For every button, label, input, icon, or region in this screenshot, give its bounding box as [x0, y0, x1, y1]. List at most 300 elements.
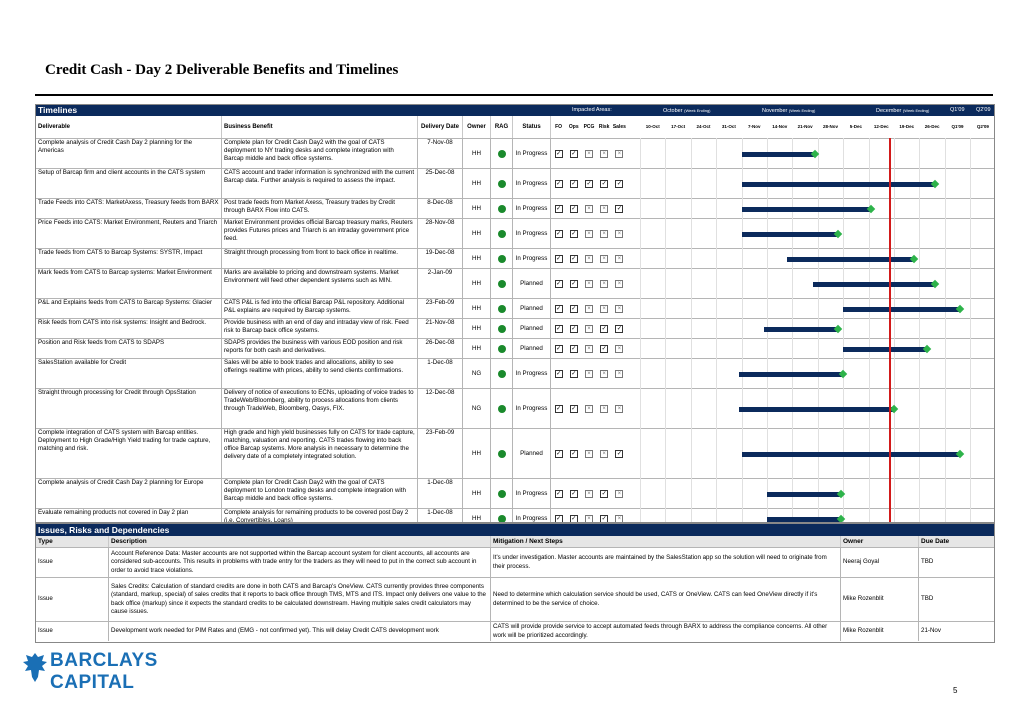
- issue-description-cell: Development work needed for PIM Rates and (EMG - not confirmed yet). This will delay Credit CATS development work: [109, 622, 491, 641]
- status-cell: In Progress: [513, 219, 551, 248]
- crossed-box-icon: ×: [585, 370, 593, 378]
- week-gridline: [665, 138, 666, 523]
- impact-cell: [597, 479, 612, 508]
- status-cell: Planned: [513, 339, 551, 358]
- gantt-bar: [742, 182, 935, 187]
- crossed-box-icon: ×: [615, 490, 623, 498]
- checked-box-icon: ✓: [601, 345, 607, 352]
- delivery-date-cell: 2-Jan-09: [418, 269, 463, 298]
- issue-type-cell: Issue: [36, 578, 109, 621]
- week-header: 31-Oct: [721, 124, 736, 129]
- col-type: Type: [36, 536, 109, 547]
- gantt-bar: [767, 492, 841, 497]
- checked-box-icon: ✓: [601, 490, 607, 497]
- week-header: Q1'09: [951, 124, 964, 129]
- impact-cell: [551, 269, 566, 298]
- col-issue-owner: Owner: [841, 536, 919, 547]
- checked-box-icon: ✓: [556, 305, 562, 312]
- deliverable-cell: Complete analysis of Credit Cash Day 2 planning for the Americas: [36, 139, 222, 168]
- checked-box-icon: ✓: [556, 325, 562, 332]
- checked-box-icon: ✓: [556, 405, 562, 412]
- status-cell: In Progress: [513, 389, 551, 428]
- impact-cell: [551, 139, 566, 168]
- delivery-date-cell: 19-Dec-08: [418, 249, 463, 268]
- delivery-date-cell: 1-Dec-08: [418, 479, 463, 508]
- issue-owner-cell: Neeraj Goyal: [841, 548, 919, 577]
- checked-box-icon: ✓: [556, 230, 562, 237]
- impact-cell: [551, 299, 566, 318]
- checked-box-icon: ✓: [571, 305, 577, 312]
- week-gridline: [742, 138, 743, 523]
- issue-mitigation-cell: CATS will provide provide service to accept automated feeds through BARX to address the compliance concerns. All other work will be prioritized accordingly.: [491, 622, 841, 641]
- owner-cell: HH: [463, 219, 491, 248]
- owner-cell: HH: [463, 139, 491, 168]
- rag-cell: [491, 219, 513, 248]
- impact-cell: [566, 249, 581, 268]
- week-header: 10-Oct: [645, 124, 660, 129]
- checked-box-icon: ✓: [571, 490, 577, 497]
- status-cell: In Progress: [513, 249, 551, 268]
- deliverable-cell: P&L and Explains feeds from CATS to Barcap Systems: Glacier: [36, 299, 222, 318]
- checked-box-icon: ✓: [556, 345, 562, 352]
- rag-cell: [491, 339, 513, 358]
- impact-cell: [566, 339, 581, 358]
- deliverable-cell: Complete analysis of Credit Cash Day 2 planning for Europe: [36, 479, 222, 508]
- owner-cell: HH: [463, 299, 491, 318]
- deliverable-cell: Trade Feeds into CATS: MarketAxess, Treasury feeds from BARX: [36, 199, 222, 218]
- eagle-icon: [22, 652, 48, 684]
- impact-cell: [566, 389, 581, 428]
- week-header: 26-Dec: [924, 124, 940, 129]
- checked-box-icon: ✓: [556, 280, 562, 287]
- rag-status-icon: [498, 230, 506, 238]
- issue-type-cell: Issue: [36, 548, 109, 577]
- rag-status-icon: [498, 205, 506, 213]
- impact-cell: [581, 139, 596, 168]
- checked-box-icon: ✓: [571, 205, 577, 212]
- delivery-date-cell: 1-Dec-08: [418, 509, 463, 523]
- checked-box-icon: ✓: [556, 205, 562, 212]
- week-header: 7-Nov: [748, 124, 761, 129]
- crossed-box-icon: ×: [585, 490, 593, 498]
- impact-cell: [551, 389, 566, 428]
- impact-cell: [581, 509, 596, 523]
- title-divider: [35, 94, 993, 96]
- gantt-bar: [767, 517, 841, 522]
- impact-cell: [597, 389, 612, 428]
- deliverable-cell: SalesStation available for Credit: [36, 359, 222, 388]
- today-marker: [889, 138, 891, 523]
- crossed-box-icon: ×: [600, 280, 608, 288]
- crossed-box-icon: ×: [585, 305, 593, 313]
- issues-section-title: Issues, Risks and Dependencies: [36, 524, 995, 536]
- impact-cell: [612, 389, 627, 428]
- impact-cell: [612, 299, 627, 318]
- col-rag: RAG: [491, 116, 513, 138]
- benefit-cell: High grade and high yield businesses fully on CATS for trade capture, matching, valuation and reporting. CATS trades flowing into back office Barcap systems. More analysis in necessary to determine the delivery date of a completely integrated solution.: [222, 429, 418, 478]
- impact-cell: [597, 319, 612, 338]
- rag-cell: [491, 319, 513, 338]
- benefit-cell: Delivery of notice of executions to ECNs, uploading of voice trades to TradeWeb/Bloomberg, ability to process allocations from clients through TradeWeb, Bloomberg, Oasys, FIX.: [222, 389, 418, 428]
- impact-cell: [566, 429, 581, 478]
- checked-box-icon: ✓: [556, 255, 562, 262]
- delivery-date-cell: 21-Nov-08: [418, 319, 463, 338]
- impact-cell: [566, 219, 581, 248]
- issue-type-cell: Issue: [36, 622, 109, 641]
- impact-cell: [566, 139, 581, 168]
- benefit-cell: Provide business with an end of day and intraday view of risk. Feed risk to Barcap back office systems.: [222, 319, 418, 338]
- crossed-box-icon: ×: [600, 450, 608, 458]
- gantt-bar: [843, 307, 960, 312]
- owner-cell: HH: [463, 249, 491, 268]
- deliverable-cell: Straight through processing for Credit through OpsStation: [36, 389, 222, 428]
- rag-cell: [491, 509, 513, 523]
- delivery-date-cell: 8-Dec-08: [418, 199, 463, 218]
- crossed-box-icon: ×: [585, 255, 593, 263]
- rag-cell: [491, 169, 513, 198]
- week-header: 14-Nov: [772, 124, 788, 129]
- status-cell: In Progress: [513, 139, 551, 168]
- impact-cell: [581, 429, 596, 478]
- gantt-bar: [787, 257, 914, 262]
- week-gridline: [894, 138, 895, 523]
- gantt-bar: [739, 372, 843, 377]
- area-header-ops: Ops: [568, 124, 579, 130]
- week-gridline: [945, 138, 946, 523]
- logo-line-1: BARCLAYS: [50, 650, 158, 671]
- benefit-cell: CATS P&L is fed into the official Barcap P&L repository. Additional P&L explains are required by Barcap systems.: [222, 299, 418, 318]
- month-october: October (Week Ending): [663, 108, 711, 114]
- checked-box-icon: ✓: [601, 325, 607, 332]
- checked-box-icon: ✓: [571, 280, 577, 287]
- month-december: December (Week Ending): [876, 108, 930, 114]
- rag-status-icon: [498, 180, 506, 188]
- checked-box-icon: ✓: [556, 450, 562, 457]
- impact-cell: [566, 169, 581, 198]
- week-gridline: [716, 138, 717, 523]
- deliverable-cell: Risk feeds from CATS into risk systems: Insight and Bedrock.: [36, 319, 222, 338]
- crossed-box-icon: ×: [615, 515, 623, 523]
- owner-cell: HH: [463, 339, 491, 358]
- issues-table: [35, 523, 995, 643]
- impact-cell: [597, 359, 612, 388]
- month-november: November (Week Ending): [762, 108, 816, 114]
- impact-cell: [551, 359, 566, 388]
- area-header-pcg: PCG: [583, 124, 595, 130]
- crossed-box-icon: ×: [600, 150, 608, 158]
- crossed-box-icon: ×: [615, 255, 623, 263]
- delivery-date-cell: 7-Nov-08: [418, 139, 463, 168]
- impact-cell: [551, 339, 566, 358]
- rag-status-icon: [498, 515, 506, 523]
- owner-cell: HH: [463, 199, 491, 218]
- gantt-chart: [640, 138, 995, 523]
- checked-box-icon: ✓: [556, 490, 562, 497]
- issue-description-cell: Account Reference Data: Master accounts are not supported within the Barcap account system for client accounts, all accounts are considered sub-accounts. This results in problems with trade entry for the traders as they will need to put in the correct sub account in order to avoid trace violations.: [109, 548, 491, 577]
- status-cell: In Progress: [513, 199, 551, 218]
- impact-cell: [566, 299, 581, 318]
- gantt-bar: [742, 152, 816, 157]
- rag-cell: [491, 249, 513, 268]
- page-number: 5: [953, 686, 958, 695]
- impact-cell: [597, 169, 612, 198]
- rag-cell: [491, 269, 513, 298]
- impact-cell: [612, 139, 627, 168]
- week-header: 28-Nov: [822, 124, 838, 129]
- gantt-bar: [764, 327, 838, 332]
- col-deliverable: Deliverable: [36, 116, 222, 138]
- issue-row: [36, 577, 995, 621]
- crossed-box-icon: ×: [615, 370, 623, 378]
- col-delivery-date: Delivery Date: [418, 116, 463, 138]
- area-header-sales: Sales: [612, 124, 626, 130]
- rag-cell: [491, 139, 513, 168]
- issue-row: [36, 621, 995, 641]
- status-cell: Planned: [513, 429, 551, 478]
- rag-status-icon: [498, 370, 506, 378]
- owner-cell: HH: [463, 169, 491, 198]
- week-gridline: [919, 138, 920, 523]
- delivery-date-cell: 23-Feb-09: [418, 299, 463, 318]
- impact-cell: [612, 429, 627, 478]
- timelines-table: [35, 104, 995, 523]
- impact-cell: [612, 199, 627, 218]
- deliverable-cell: Setup of Barcap firm and client accounts in the CATS system: [36, 169, 222, 198]
- checked-box-icon: ✓: [556, 370, 562, 377]
- checked-box-icon: ✓: [556, 150, 562, 157]
- owner-cell: HH: [463, 269, 491, 298]
- rag-status-icon: [498, 345, 506, 353]
- week-header: 12-Dec: [873, 124, 889, 129]
- impact-cell: [612, 219, 627, 248]
- rag-status-icon: [498, 405, 506, 413]
- benefit-cell: Complete analysis for remaining products to be covered post Day 2 (i.e. Convertibles, Loans): [222, 509, 418, 523]
- impact-cell: [597, 199, 612, 218]
- impact-cell: [551, 509, 566, 523]
- rag-status-icon: [498, 450, 506, 458]
- checked-box-icon: ✓: [571, 150, 577, 157]
- benefit-cell: Post trade feeds from Market Axess, Treasury trades by Credit through BARX Flow into CATS.: [222, 199, 418, 218]
- benefit-cell: Complete plan for Credit Cash Day2 with the goal of CATS deployment to London trading desks and complete integration with Barcap middle and back office systems.: [222, 479, 418, 508]
- issue-due-cell: TBD: [919, 578, 995, 621]
- impact-cell: [581, 219, 596, 248]
- issue-description-cell: Sales Credits: Calculation of standard credits are done in both CATS and Barcap's OneView. CATS currently provides three components (standard, markup, special) of sales credits that it reports to back office through TMS, MTS and ITS. Impact only delivers one value to the back office (markup) since it expects the standard credits to be calculated downstream. Having multiple sales credit calculators may cause issues.: [109, 578, 491, 621]
- crossed-box-icon: ×: [585, 150, 593, 158]
- rag-status-icon: [498, 305, 506, 313]
- status-cell: In Progress: [513, 479, 551, 508]
- delivery-date-cell: 26-Dec-08: [418, 339, 463, 358]
- status-cell: In Progress: [513, 359, 551, 388]
- gantt-bar: [843, 347, 927, 352]
- week-gridline: [691, 138, 692, 523]
- impact-cell: [581, 299, 596, 318]
- checked-box-icon: ✓: [571, 450, 577, 457]
- gantt-bar: [742, 207, 872, 212]
- benefit-cell: SDAPS provides the business with various EOD position and risk reports for both cash and derivatives.: [222, 339, 418, 358]
- crossed-box-icon: ×: [615, 280, 623, 288]
- crossed-box-icon: ×: [585, 325, 593, 333]
- week-gridline: [869, 138, 870, 523]
- deliverable-cell: Trade feeds from CATS to Barcap Systems: SYSTR, Impact: [36, 249, 222, 268]
- week-header: 21-Nov: [797, 124, 813, 129]
- rag-status-icon: [498, 280, 506, 288]
- week-header: 5-Dec: [849, 124, 863, 129]
- impact-cell: [581, 199, 596, 218]
- impact-cell: [597, 299, 612, 318]
- status-cell: Planned: [513, 319, 551, 338]
- crossed-box-icon: ×: [600, 370, 608, 378]
- owner-cell: HH: [463, 479, 491, 508]
- issue-row: [36, 547, 995, 577]
- deliverable-cell: Price Feeds into CATS: Market Environment, Reuters and Triarch: [36, 219, 222, 248]
- checked-box-icon: ✓: [571, 515, 577, 522]
- gantt-bar: [739, 407, 894, 412]
- impact-cell: [597, 269, 612, 298]
- col-status: Status: [513, 116, 551, 138]
- checked-box-icon: ✓: [556, 180, 562, 187]
- crossed-box-icon: ×: [600, 230, 608, 238]
- week-header: Q2'09: [976, 124, 989, 129]
- benefit-cell: Straight through processing from front to back office in realtime.: [222, 249, 418, 268]
- benefit-cell: Marks are available to pricing and downstream systems. Market Environment will feed other dependent systems such as MIN.: [222, 269, 418, 298]
- crossed-box-icon: ×: [615, 150, 623, 158]
- crossed-box-icon: ×: [585, 280, 593, 288]
- impact-cell: [566, 199, 581, 218]
- issue-due-cell: TBD: [919, 548, 995, 577]
- impact-cell: [612, 509, 627, 523]
- impact-cell: [551, 479, 566, 508]
- impact-cell: [566, 479, 581, 508]
- checked-box-icon: ✓: [556, 515, 562, 522]
- status-cell: Planned: [513, 269, 551, 298]
- crossed-box-icon: ×: [585, 515, 593, 523]
- status-cell: In Progress: [513, 169, 551, 198]
- checked-box-icon: ✓: [601, 180, 607, 187]
- col-owner: Owner: [463, 116, 491, 138]
- impact-cell: [551, 199, 566, 218]
- owner-cell: HH: [463, 319, 491, 338]
- timelines-header-bar: [36, 105, 995, 116]
- checked-box-icon: ✓: [601, 515, 607, 522]
- impact-cell: [597, 429, 612, 478]
- rag-cell: [491, 389, 513, 428]
- week-header: 24-Oct: [696, 124, 711, 129]
- checked-box-icon: ✓: [571, 405, 577, 412]
- week-gridline: [970, 138, 971, 523]
- logo-line-2: CAPITAL: [50, 672, 135, 693]
- crossed-box-icon: ×: [585, 345, 593, 353]
- impact-cell: [597, 249, 612, 268]
- delivery-date-cell: 12-Dec-08: [418, 389, 463, 428]
- benefit-cell: Market Environment provides official Barcap treasury marks, Reuters provides Futures prices and Triarch is an intraday government price feed.: [222, 219, 418, 248]
- checked-box-icon: ✓: [616, 450, 622, 457]
- crossed-box-icon: ×: [600, 305, 608, 313]
- page-title: Credit Cash - Day 2 Deliverable Benefits and Timelines: [45, 62, 399, 78]
- rag-cell: [491, 299, 513, 318]
- gantt-bar: [742, 452, 960, 457]
- impact-cell: [581, 269, 596, 298]
- area-header-risk: Risk: [598, 124, 610, 130]
- crossed-box-icon: ×: [615, 230, 623, 238]
- impacted-areas-label: Impacted Areas:: [572, 107, 612, 113]
- impact-cell: [612, 249, 627, 268]
- crossed-box-icon: ×: [615, 305, 623, 313]
- checked-box-icon: ✓: [571, 180, 577, 187]
- rag-status-icon: [498, 255, 506, 263]
- quarter-q1-label: Q1'09: [950, 107, 965, 113]
- rag-cell: [491, 429, 513, 478]
- impact-cell: [566, 509, 581, 523]
- issue-owner-cell: Mike Rozenblit: [841, 622, 919, 641]
- rag-cell: [491, 199, 513, 218]
- rag-cell: [491, 479, 513, 508]
- timelines-column-headers: [36, 116, 995, 138]
- checked-box-icon: ✓: [571, 230, 577, 237]
- gantt-bar: [742, 232, 839, 237]
- impact-cell: [581, 479, 596, 508]
- impact-cell: [581, 249, 596, 268]
- impact-cell: [612, 269, 627, 298]
- col-mitigation: Mitigation / Next Steps: [491, 536, 841, 547]
- crossed-box-icon: ×: [585, 205, 593, 213]
- impact-cell: [597, 509, 612, 523]
- crossed-box-icon: ×: [600, 255, 608, 263]
- impact-cell: [612, 319, 627, 338]
- area-header-fo: FO: [555, 124, 563, 130]
- crossed-box-icon: ×: [600, 405, 608, 413]
- issue-mitigation-cell: Need to determine which calculation service should be used, CATS or OneView. CATS can feed OneView directly if it's determined to be the service of choice.: [491, 578, 841, 621]
- issue-mitigation-cell: It's under investigation. Master accounts are maintained by the SalesStation app so the solution will need to originate from their process.: [491, 548, 841, 577]
- deliverable-cell: Mark feeds from CATS to Barcap systems: Market Environment: [36, 269, 222, 298]
- owner-cell: NG: [463, 359, 491, 388]
- impact-cell: [581, 339, 596, 358]
- owner-cell: HH: [463, 429, 491, 478]
- rag-status-icon: [498, 150, 506, 158]
- impact-cell: [597, 139, 612, 168]
- delivery-date-cell: 25-Dec-08: [418, 169, 463, 198]
- issue-owner-cell: Mike Rozenblit: [841, 578, 919, 621]
- impact-cell: [566, 359, 581, 388]
- checked-box-icon: ✓: [571, 370, 577, 377]
- impact-cell: [551, 429, 566, 478]
- checked-box-icon: ✓: [571, 345, 577, 352]
- crossed-box-icon: ×: [585, 405, 593, 413]
- impact-cell: [551, 219, 566, 248]
- crossed-box-icon: ×: [600, 205, 608, 213]
- impact-cell: [581, 169, 596, 198]
- checked-box-icon: ✓: [571, 325, 577, 332]
- status-cell: Planned: [513, 299, 551, 318]
- impact-cell: [581, 359, 596, 388]
- checked-box-icon: ✓: [616, 180, 622, 187]
- issue-due-cell: 21-Nov: [919, 622, 995, 641]
- impact-cell: [551, 249, 566, 268]
- barclays-capital-logo: [22, 650, 192, 695]
- impact-cell: [581, 319, 596, 338]
- col-business-benefit: Business Benefit: [222, 116, 418, 138]
- delivery-date-cell: 28-Nov-08: [418, 219, 463, 248]
- week-gridline: [640, 138, 641, 523]
- benefit-cell: CATS account and trader information is synchronized with the current Barcap data. Further analysis is required to assess the impact.: [222, 169, 418, 198]
- crossed-box-icon: ×: [585, 450, 593, 458]
- impact-cell: [597, 339, 612, 358]
- owner-cell: HH: [463, 509, 491, 523]
- deliverable-cell: Position and Risk feeds from CATS to SDAPS: [36, 339, 222, 358]
- deliverable-cell: Evaluate remaining products not covered in Day 2 plan: [36, 509, 222, 523]
- checked-box-icon: ✓: [571, 255, 577, 262]
- benefit-cell: Complete plan for Credit Cash Day2 with the goal of CATS deployment to NY trading desks and complete integration with Barcap middle and back office systems.: [222, 139, 418, 168]
- checked-box-icon: ✓: [616, 325, 622, 332]
